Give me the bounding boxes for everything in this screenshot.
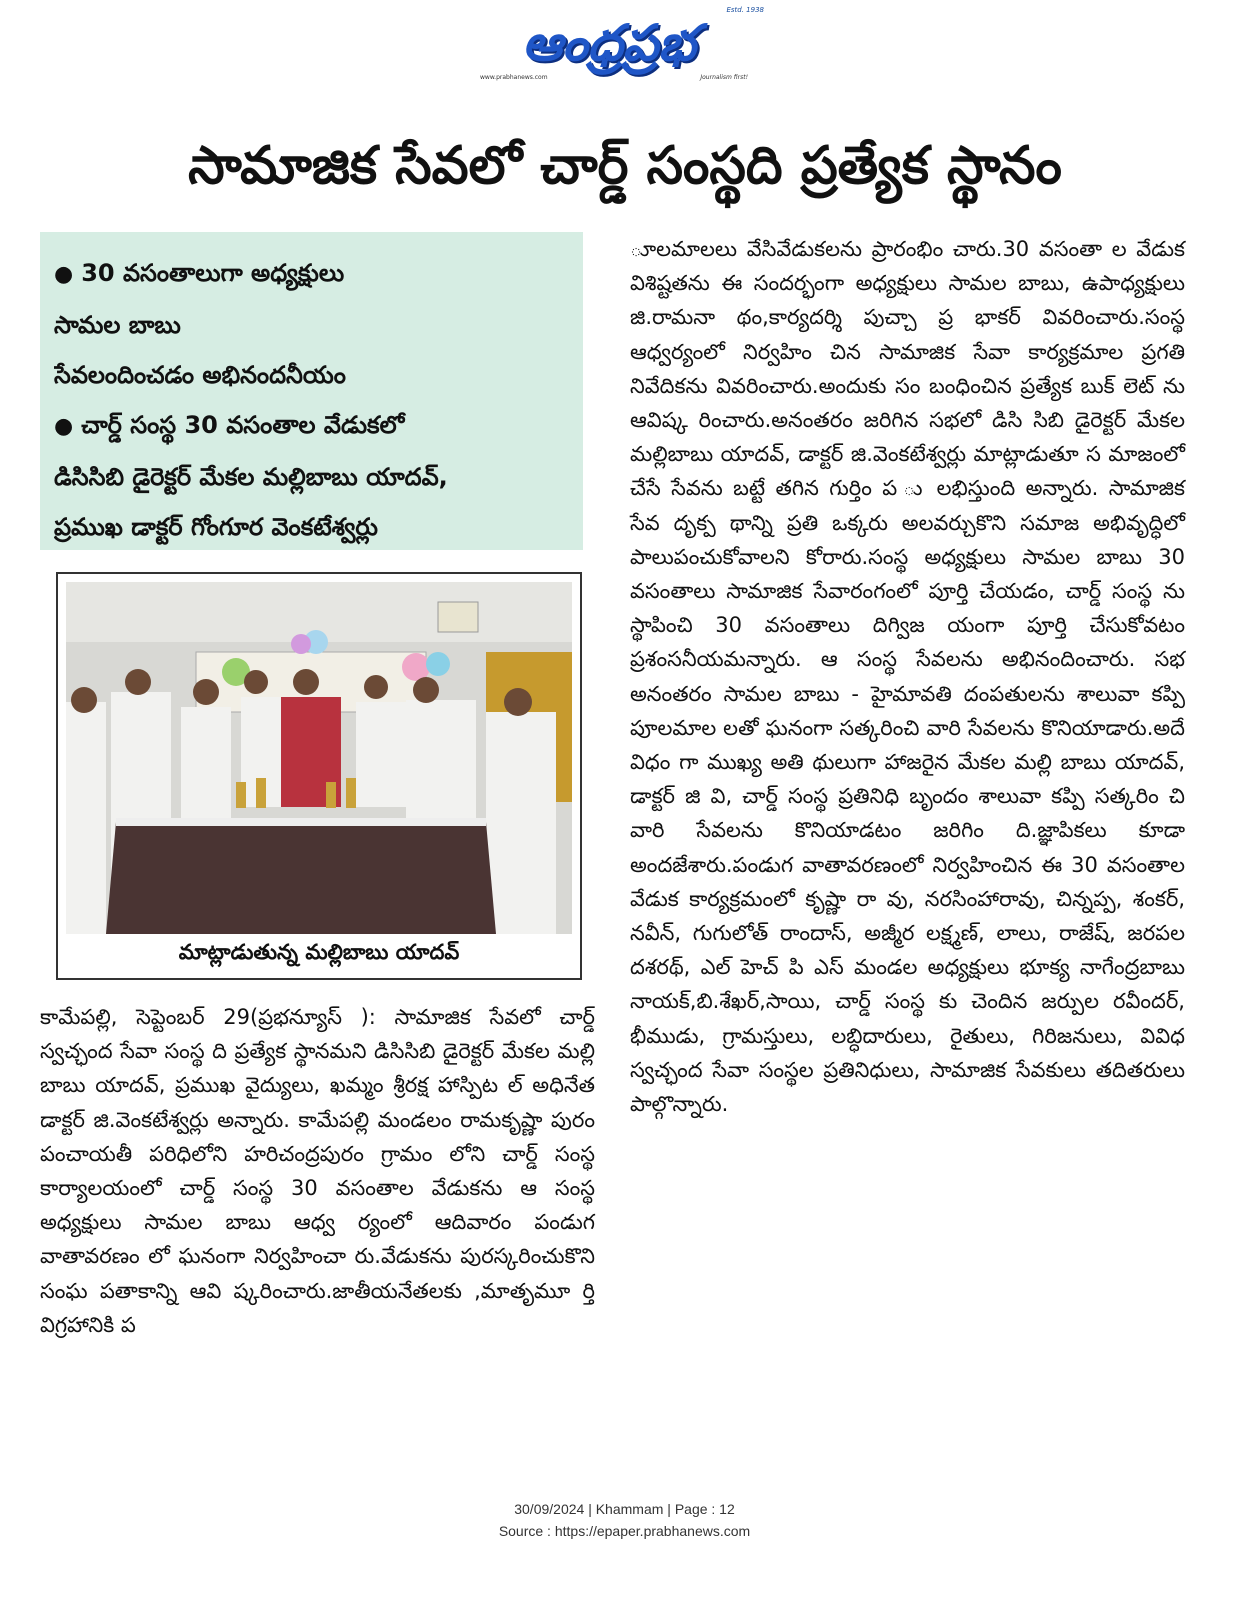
- highlight-line: ప్రముఖ డాక్టర్ గోంగూర వెంకటేశ్వర్లు: [54, 513, 378, 541]
- page-footer: [0, 1498, 1249, 1542]
- footer-edition-line: 30/09/2024 | Khammam | Page : 12: [514, 1501, 735, 1517]
- highlight-line: ● 30 వసంతాలుగా అధ్యక్షులు: [54, 248, 569, 300]
- photo-caption: మాట్లాడుతున్న మల్లిబాబు యాదవ్: [178, 940, 460, 964]
- highlight-line: సామల బాబు: [54, 311, 181, 339]
- article-headline: సామాజిక సేవలో చార్డ్ సంస్థది ప్రత్యేక స్థానం: [188, 136, 1062, 196]
- highlight-line: సేవలందించడం అభినందనీయం: [54, 361, 346, 389]
- footer-source-line: Source : https://epaper.prabhanews.com: [498, 1523, 751, 1539]
- photo-scene: [66, 582, 572, 934]
- article-body-left: [40, 1000, 595, 1342]
- article-body-right: [630, 232, 1185, 1121]
- established-note: Estd. 1938: [726, 6, 764, 14]
- highlight-line: ● చార్డ్ సంస్థ 30 వసంతాల వేడుకలో: [54, 400, 569, 452]
- tagline: Journalism first!: [700, 74, 748, 81]
- body-text-left: సామాజిక సేవలో చార్డ్ స్వచ్ఛంద సేవా సంస్థ ది ప్రత్యేక స్థానమని డిసిసిబి డైరెక్టర్ మేకల మల్లి బాబు యాదవ్, ప్రముఖ వైద్యులు, ఖమ్మం శ్రీరక్ష హాస్పిట ల్ అధినేత డాక్టర్ జి.వెంకటేశ్వర్లు అన్నారు. కామేపల్లి మండలం రామకృష్ణా పురం పంచాయతీ పరిధిలోని హరిచంద్రపురం గ్రామం లోని చార్డ్ సంస్థ కార్యాలయంలో చార్డ్ సంస్థ 30 వసంతాల వేడుకను ఆ సంస్థ అధ్యక్షులు సామల బాబు ఆధ్వ ర్యంలో ఆదివారం పండుగ వాతావరణం లో ఘనంగా నిర్వహించా రు.వేడుకను పురస్కరించుకొని సంఘ పతాకాన్ని ఆవి ష్కరించారు.జాతీయనేతలకు ,మాతృమూ ర్తి విగ్రహానికి ప: [40, 1005, 595, 1337]
- body-text-right: ూలమాలలు వేసివేడుకలను ప్రారంభిం చారు.30 వసంతా ల వేడుక విశిష్టతను ఈ సందర్భంగా అధ్యక్షులు సామల బాబు, ఉపాధ్యక్షులు జి.రామనా థం,కార్యదర్శి పుచ్చా ప్ర భాకర్ వివరించారు.సంస్థ ఆధ్వర్యంలో నిర్వహిం చిన సామాజిక సేవా కార్యక్రమాల ప్రగతి నివేదికను వివరించారు.అందుకు సం బంధించిన ప్రత్యేక బుక్ లెట్ ను ఆవిష్క రించారు.అనంతరం జరిగిన సభలో డిసి సిబి డైరెక్టర్ మేకల మల్లిబాబు యాదవ్, డాక్టర్ జి.వెంకటేశ్వర్లు మాట్లాడుతూ స మాజంలో చేసే సేవను బట్టే తగిన గుర్తిం ప ు లభిస్తుంది అన్నారు. సామాజిక సేవ దృక్ప థాన్ని ప్రతి ఒక్కరు అలవర్చుకొని సమాజ అభివృద్ధిలో పాలుపంచుకోవాలని కోరారు.సంస్థ అధ్యక్షులు సామల బాబు 30 వసంతాలు సామాజిక సేవారంగంలో పూర్తి చేయడం, చార్డ్ సంస్థ ను స్థాపించి 30 వసంతాలు దిగ్విజ యంగా పూర్తి చేసుకోవటం ప్రశంసనీయమన్నారు. ఆ సంస్థ సేవలను అభినందించారు. సభ అనంతరం సామల బాబు - హైమావతి దంపతులను శాలువా కప్పి పూలమాల లతో ఘనంగా సత్కరించి వారి సేవలను కొనియాడారు.అదే విధం గా ముఖ్య అతి థులుగా హాజరైన మేకల మల్లి బాబు యాదవ్, డాక్టర్ జి వి, చార్డ్ సంస్థ ప్రతినిధి బృందం శాలువా కప్పి సత్కరిం చి వారి సేవలను కొనియాడటం జరిగిం ది.జ్ఞాపికలు కూడా అందజేశారు.పండుగ వాతావరణంలో నిర్వహించిన ఈ 30 వసంతాల వేడుక కార్యక్రమంలో కృష్ణా రా వు, నరసింహారావు, చిన్నప్ప, శంకర్, నవీన్, గుగులోత్ రాందాస్, అజ్మీర లక్ష్మణ్, లాలు, రాజేష్, జరపల దశరథ్, ఎల్ హెచ్ పి ఎస్ మండల అధ్యక్షులు భూక్య నాగేంద్రబాబు నాయక్,బి.శేఖర్,సాయి, చార్డ్ సంస్థ కు చెందిన జర్పుల రవీందర్, భీముడు, గ్రామస్తులు, లబ్ధిదారులు, రైతులు, గిరిజనులు, వివిధ స్వచ్ఛంద సేవా సంస్థల ప్రతినిధులు, సామాజిక సేవకులు తదితరులు పాల్గొన్నారు.: [630, 237, 1185, 1117]
- masthead: [470, 6, 770, 84]
- highlight-line: డిసిసిబి డైరెక్టర్ మేకల మల్లిబాబు యాదవ్,: [54, 463, 448, 491]
- news-photo: [56, 572, 582, 980]
- publication-logo: ఆంధ్రప్రభ: [522, 14, 696, 72]
- highlights-box: [40, 232, 583, 550]
- dateline: కామేపల్లి, సెప్టెంబర్ 29(ప్రభన్యూస్ ):: [40, 1005, 376, 1029]
- website-note: www.prabhanews.com: [480, 74, 548, 81]
